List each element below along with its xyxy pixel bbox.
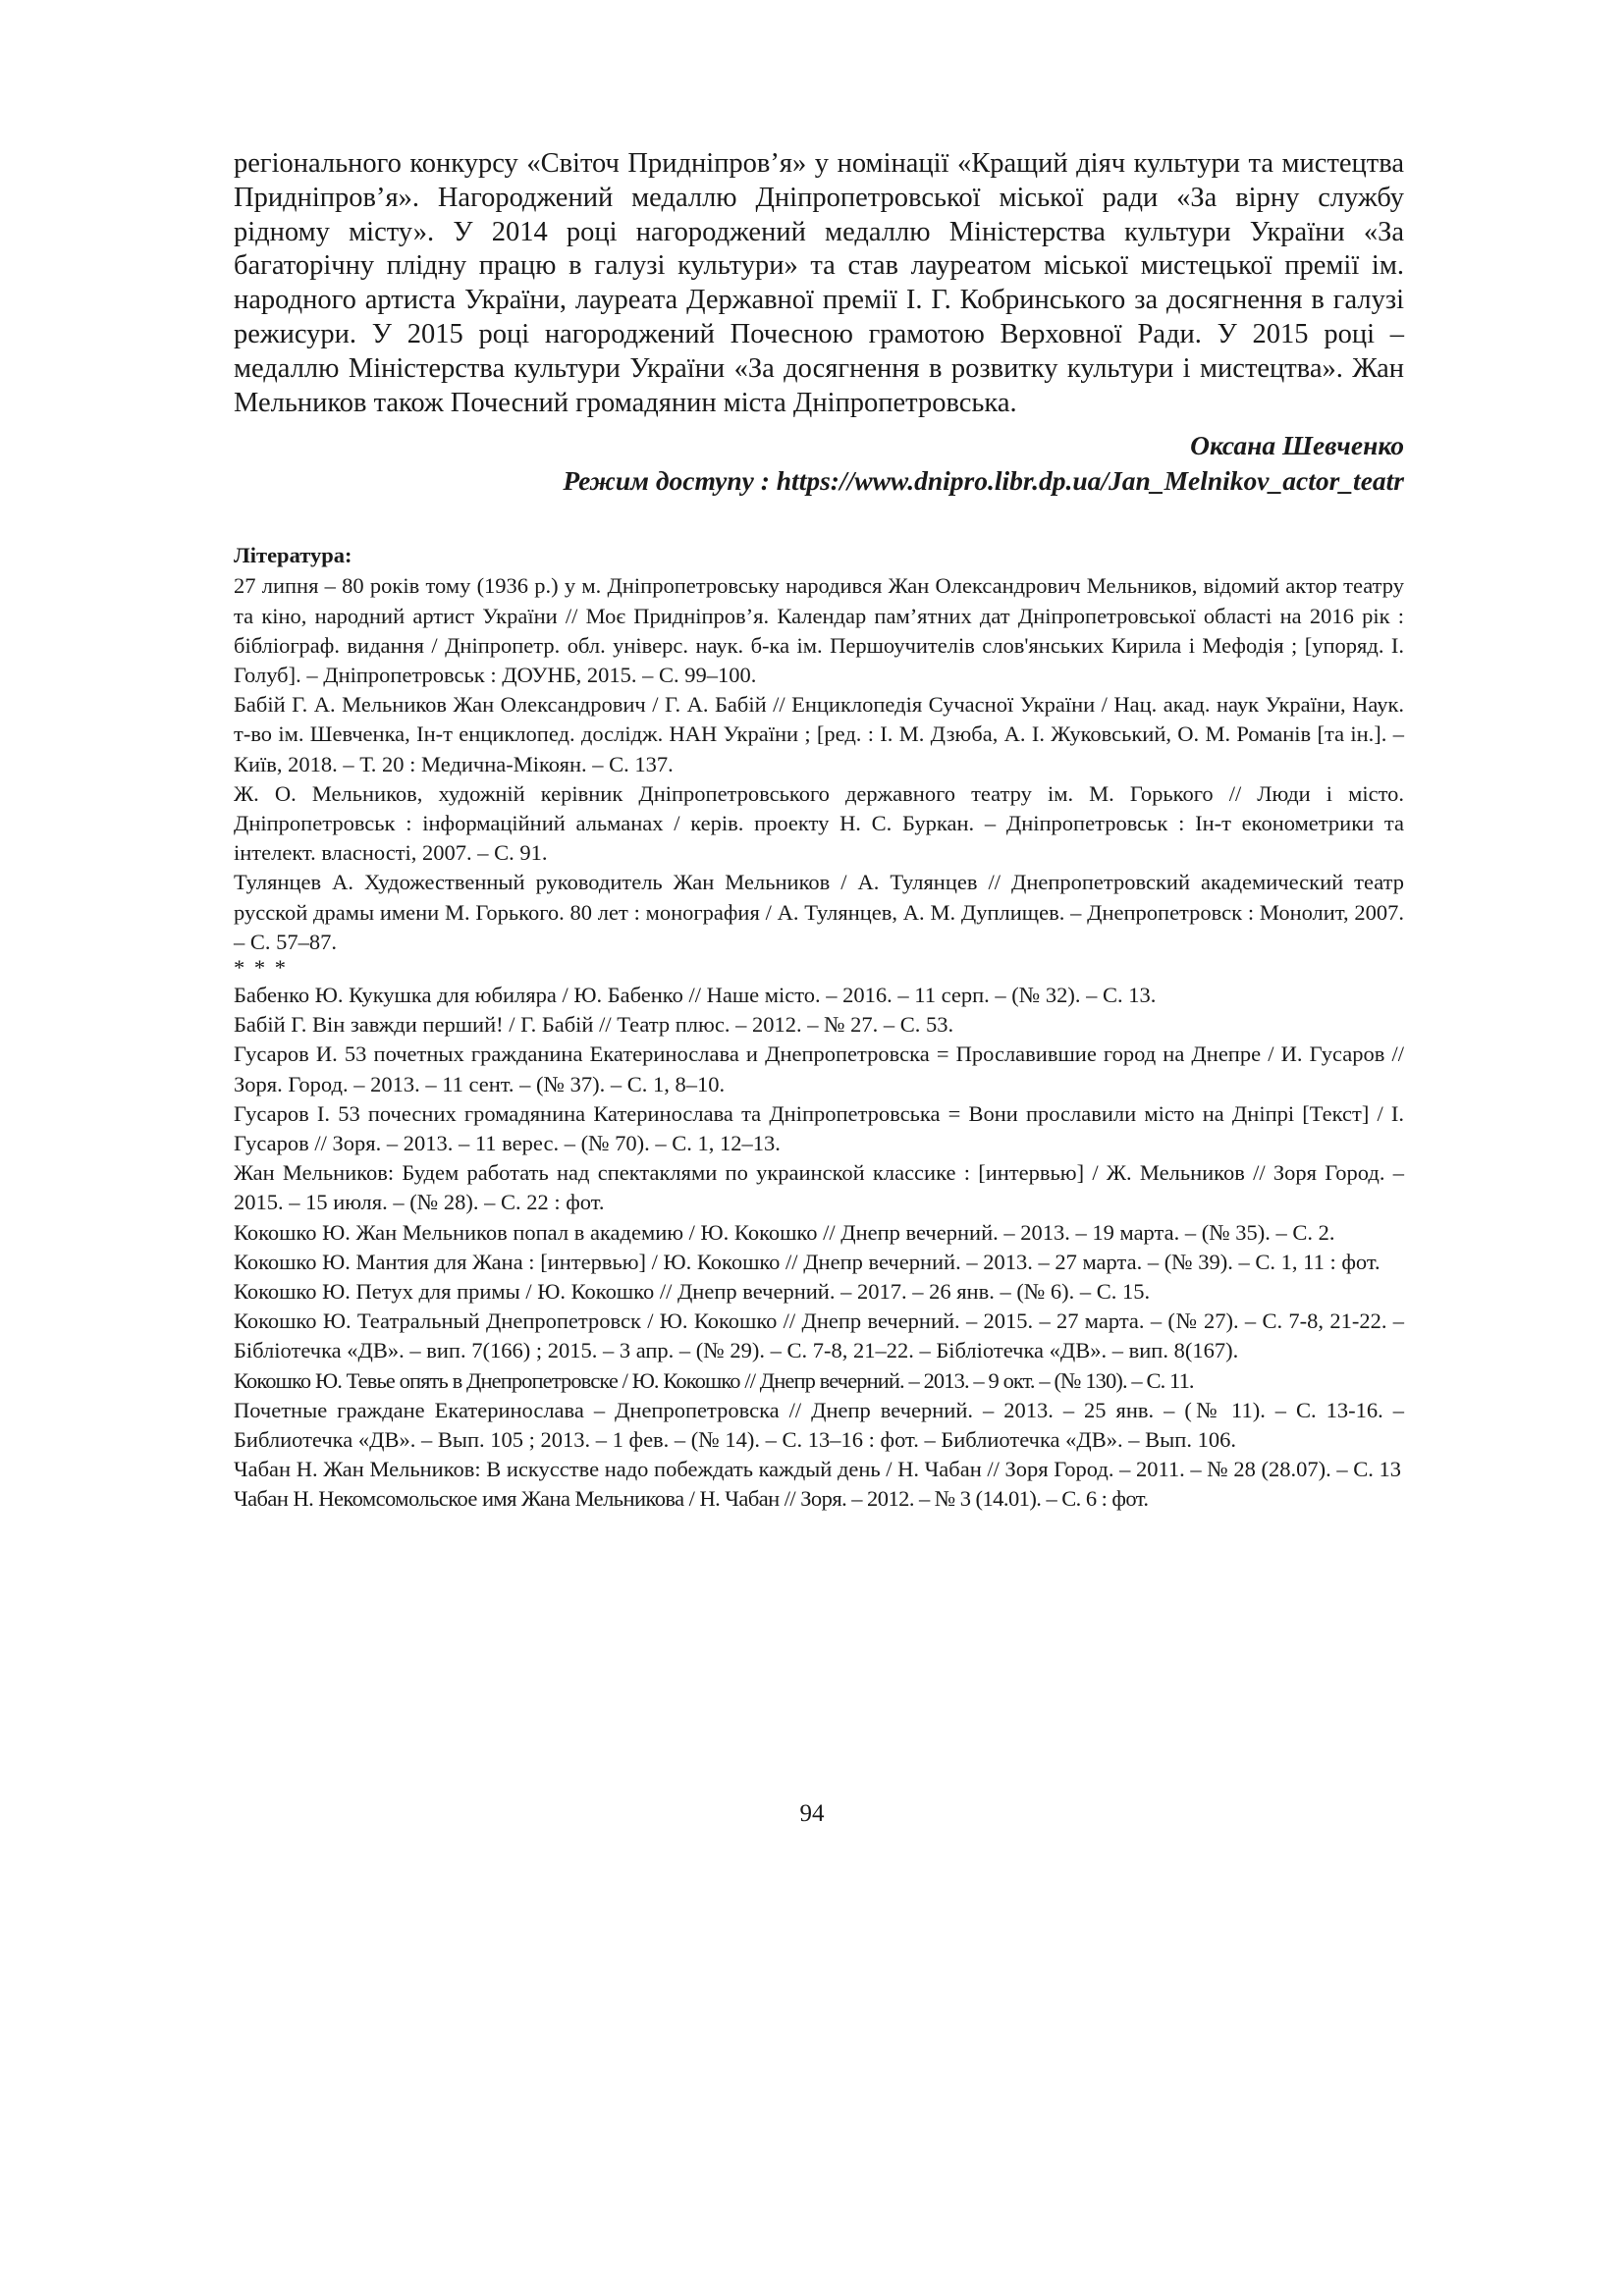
reference-item: Кокошко Ю. Мантия для Жана : [интервью] / Ю. Кокошко // Днепр вечерний. – 2013. – 27 марта. – (№ 39). – С. 1, 11 : фот. [234, 1249, 1380, 1274]
reference-item: Кокошко Ю. Петух для примы / Ю. Кокошко // Днепр вечерний. – 2017. – 26 янв. – (№ 6). – С. 15. [234, 1279, 1151, 1305]
access-url: Режим доступу : https://www.dnipro.libr.dp.ua/Jan_Melnikov_actor_teatr [563, 465, 1404, 497]
reference-item: Кокошко Ю. Жан Мельников попал в академию / Ю. Кокошко // Днепр вечерний. – 2013. – 19 марта. – (№ 35). – С. 2. [234, 1219, 1335, 1245]
separator: * * * [234, 955, 288, 981]
reference-item: Кокошко Ю. Тевье опять в Днепропетровске / Ю. Кокошко // Днепр вечерний. – 2013. – 9 окт. – (№ 130). – С. 11. [234, 1367, 1194, 1393]
reference-item: Кокошко Ю. Театральный Днепропетровск / Ю. Кокошко // Днепр вечерний. – 2015. – 27 марта. – (№ 27). – С. 7-8, 21-22. – Бібліотечка «ДВ». – вип. 7(166) ; 2015. – 3 апр. – (№ 29). – С. 7-8, 21–22. – Бібліотечка «ДВ». – вип. 8(167). [234, 1308, 1404, 1363]
reference-item: Чабан Н. Жан Мельников: В искусстве надо побеждать каждый день / Н. Чабан // Зоря Город. – 2011. – № 28 (28.07). – С. 13 [234, 1457, 1401, 1482]
reference-item: Бабенко Ю. Кукушка для юбиляра / Ю. Бабенко // Наше місто. – 2016. – 11 серп. – (№ 32). – С. 13. [234, 983, 1157, 1008]
signature-block [234, 428, 1404, 499]
author-name: Оксана Шевченко [1190, 430, 1404, 461]
reference-item: Бабій Г. А. Мельников Жан Олександрович / Г. А. Бабій // Енциклопедія Сучасної України / Нац. акад. наук України, Наук. т-во ім. Шевченка, Ін-т енциклопед. дослідж. НАН України ; [ред. : І. М. Дзюба, А. І. Жуковський, О. М. Романів [та ін.]. – Київ, 2018. – Т. 20 : Медична-Мікоян. – С. 137. [234, 692, 1404, 776]
reference-item: 27 липня – 80 років тому (1936 р.) у м. Дніпропетровську народився Жан Олександрович Мельников, відомий актор театру та кіно, народний артист України // Моє Придніпров’я. Календар пам’ятних дат Дніпропетровської області на 2016 рік : бібліограф. видання / Дніпропетр. обл. універс. наук. б-ка ім. Першоучителів слов'янських Кирила і Мефодія ; [упоряд. І. Голуб]. – Дніпропетровськ : ДОУНБ, 2015. – С. 99–100. [234, 573, 1404, 687]
reference-item: Бабій Г. Він завжди перший! / Г. Бабій // Театр плюс. – 2012. – № 27. – С. 53. [234, 1012, 954, 1038]
reference-item: Жан Мельников: Будем работать над спектаклями по украинской классике : [интервью] / Ж. Мельников // Зоря Город. – 2015. – 15 июля. – (№ 28). – С. 22 : фот. [234, 1160, 1404, 1215]
reference-item: Тулянцев А. Художественный руководитель Жан Мельников / А. Тулянцев // Днепропетровский академический театр русской драмы имени М. Горького. 80 лет : монография / А. Тулянцев, А. М. Дуплищев. – Днепропетровск : Монолит, 2007. – С. 57–87. [234, 870, 1404, 954]
page-number: 94 [799, 1800, 825, 1827]
page-content [234, 147, 1404, 1515]
reference-item: Ж. О. Мельников, художній керівник Дніпропетровського державного театру ім. М. Горького // Люди і місто. Дніпропетровськ : інформаційний альманах / керів. проекту Н. С. Буркан. – Дніпропетровськ : Ін-т економетрики та інтелект. власності, 2007. – С. 91. [234, 780, 1404, 866]
body-paragraph: регіонального конкурсу «Світоч Придніпров’я» у номінації «Кращий діяч культури та мистецтва Придніпров’я». Нагороджений медаллю Дніпропетровської міської ради «За вірну службу рідному місту». У 2014 році нагороджений медаллю Міністерства культури України «За багаторічну плідну працю в галузі культури» та став лауреатом міської мистецької премії ім. народного артиста України, лауреата Державної премії І. Г. Кобринського за досягнення в галузі режисури. У 2015 році нагороджений Почесною грамотою Верховної Ради. У 2015 році – медаллю Міністерства культури України «За досягнення в розвитку культури і мистецтва». Жан Мельников також Почесний громадянин міста Дніпропетровська. [234, 148, 1404, 418]
reference-item: Почетные граждане Екатеринослава – Днепропетровска // Днепр вечерний. – 2013. – 25 янв. – (№ 11). – С. 13-16. – Библиотечка «ДВ». – Вып. 105 ; 2013. – 1 фев. – (№ 14). – С. 13–16 : фот. – Библиотечка «ДВ». – Вып. 106. [234, 1397, 1404, 1453]
reference-item: Гусаров І. 53 почесних громадянина Катеринослава та Дніпропетровська = Вони прославили місто на Дніпрі [Текст] / І. Гусаров // Зоря. – 2013. – 11 верес. – (№ 70). – С. 1, 12–13. [234, 1100, 1404, 1156]
body-text-section [234, 147, 1404, 420]
reference-item: Чабан Н. Некомсомольское имя Жана Мельникова / Н. Чабан // Зоря. – 2012. – № 3 (14.01). – С. 6 : фот. [234, 1486, 1149, 1512]
reference-item: Гусаров И. 53 почетных гражданина Екатеринослава и Днепропетровска = Прославившие город на Днепре / И. Гусаров // Зоря. Город. – 2013. – 11 сент. – (№ 37). – С. 1, 8–10. [234, 1041, 1404, 1096]
literature-heading: Література: [234, 543, 352, 568]
references-list [234, 571, 1404, 1514]
